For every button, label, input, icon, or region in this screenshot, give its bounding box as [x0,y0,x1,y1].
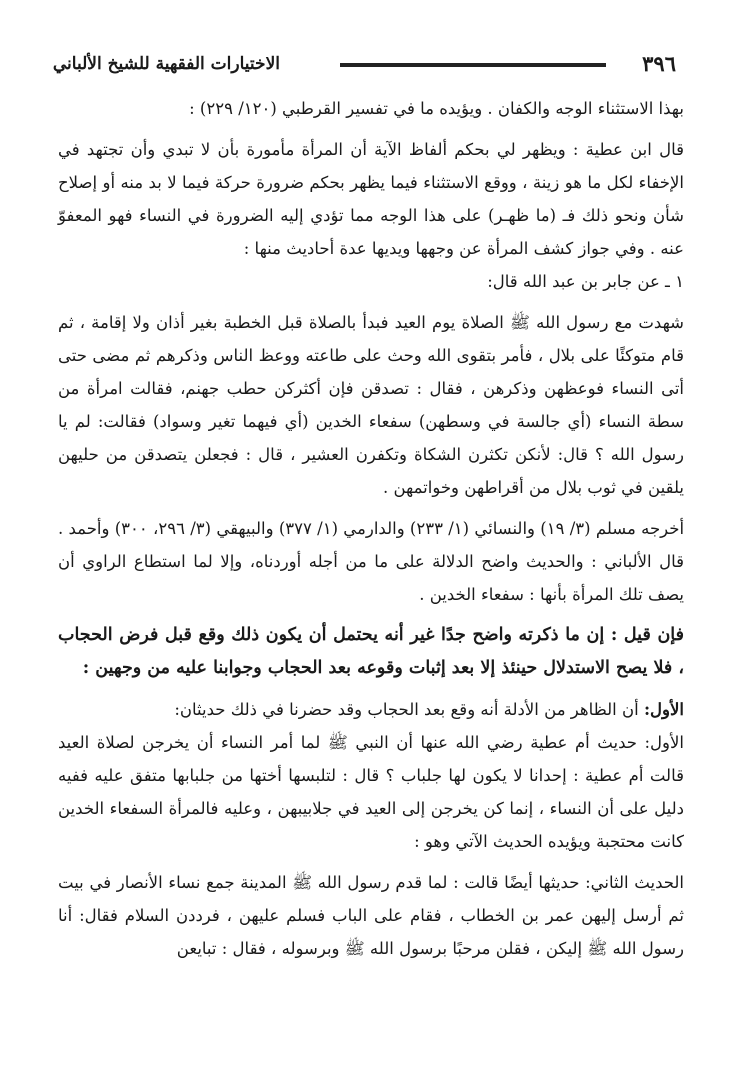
page-header [40,52,676,76]
first-answer-text: أن الظاهر من الأدلة أنه وقع بعد الحجاب وقد حضرنا في ذلك حديثان: [174,700,644,719]
page-body [58,92,684,965]
paragraph-first-answer [58,693,684,726]
paragraph-objection: فإن قيل : إن ما ذكرته واضح جدًا غير أنه يحتمل أن يكون ذلك وقع قبل فرض الحجاب ، فلا يصح الاستدلال حينئذ إلا بعد إثبات وقوعه بعد الحجاب وجوابنا عليه من وجهين : [58,625,684,678]
page-number: ٣٩٦ [642,51,676,76]
paragraph-jabir-heading: ١ ـ عن جابر بن عبد الله قال: [487,272,684,291]
first-answer-label: الأول: [643,700,684,719]
paragraph-intro: بهذا الاستثناء الوجه والكفان . ويؤيده ما في تفسير القرطبي (١٢٠/ ٢٢٩) : [189,99,684,118]
book-title: الاختيارات الفقهية للشيخ الألباني [52,54,280,74]
paragraph-hadith-jabir: شهدت مع رسول الله ﷺ الصلاة يوم العيد فبدأ بالصلاة قبل الخطبة بغير أذان ولا إقامة ، ثم قام متوكئًا على بلال ، فأمر بتقوى الله وحث على طاعته ووعظ الناس وذكرهم ثم مضى حتى أتى النساء فوعظهن وذكرهن ، فقال : تصدقن فإن أكثركن حطب جهنم، فقالت امرأة من سطة النساء (أي جالسة في وسطهن) سفعاء الخدين (أي فيهما تغير وسواد) فقالت: لم يا رسول الله ؟ قال: لأنكن تكثرن الشكاة وتكفرن العشير ، قال : فجعلن يتصدقن من حليهن يلقين في ثوب بلال من أقراطهن وخواتمهن . [58,313,684,497]
paragraph-hadith-umm-atiyah: الأول: حديث أم عطية رضي الله عنها أن النبي ﷺ لما أمر النساء أن يخرجن لصلاة العيد قالت أم عطية : إحدانا لا يكون لها جلباب ؟ قال : لتلبسها أختها من جلبابها متفق عليه ففيه دليل على أن النساء ، إنما كن يخرجن إلى العيد في جلابيبهن ، وعليه فالمرأة السفعاء الخدين كانت محتجبة ويؤيده الحديث الآتي وهو : [58,733,684,851]
paragraph-second-hadith: الحديث الثاني: حديثها أيضًا قالت : لما قدم رسول الله ﷺ المدينة جمع نساء الأنصار في بيت ثم أرسل إليهن عمر بن الخطاب ، فقام على الباب فسلم عليهن ، فرددن السلام فقال: أنا رسول الله ﷺ إليكن ، فقلن مرحبًا برسول الله ﷺ وبرسوله ، فقال : تبايعن [58,873,684,958]
paragraph-takhrij: أخرجه مسلم (٣/ ١٩) والنسائي (١/ ٢٣٣) والدارمي (١/ ٣٧٧) والبيهقي (٣/ ٢٩٦، ٣٠٠) وأحمد . قال الألباني : والحديث واضح الدلالة على ما من أجله أوردناه، وإلا لما استطاع الراوي أن يصف تلك المرأة بأنها : سفعاء الخدين . [58,519,685,604]
paragraph-ibn-atiyah: قال ابن عطية : ويظهر لي بحكم ألفاظ الآية أن المرأة مأمورة بأن لا تبدي وأن تجتهد في الإخفاء لكل ما هو زينة ، ووقع الاستثناء فيما يظهر بحكم ضرورة حركة فيما لا بد منه أو إصلاح شأن ونحو ذلك فـ (ما ظهـر) على هذا الوجه مما تؤدي إليه الضرورة في النساء فهو المعفوّ عنه . وفي جواز كشف المرأة عن وجهها ويديها عدة أحاديث منها : [58,140,684,258]
header-rule [340,63,606,67]
